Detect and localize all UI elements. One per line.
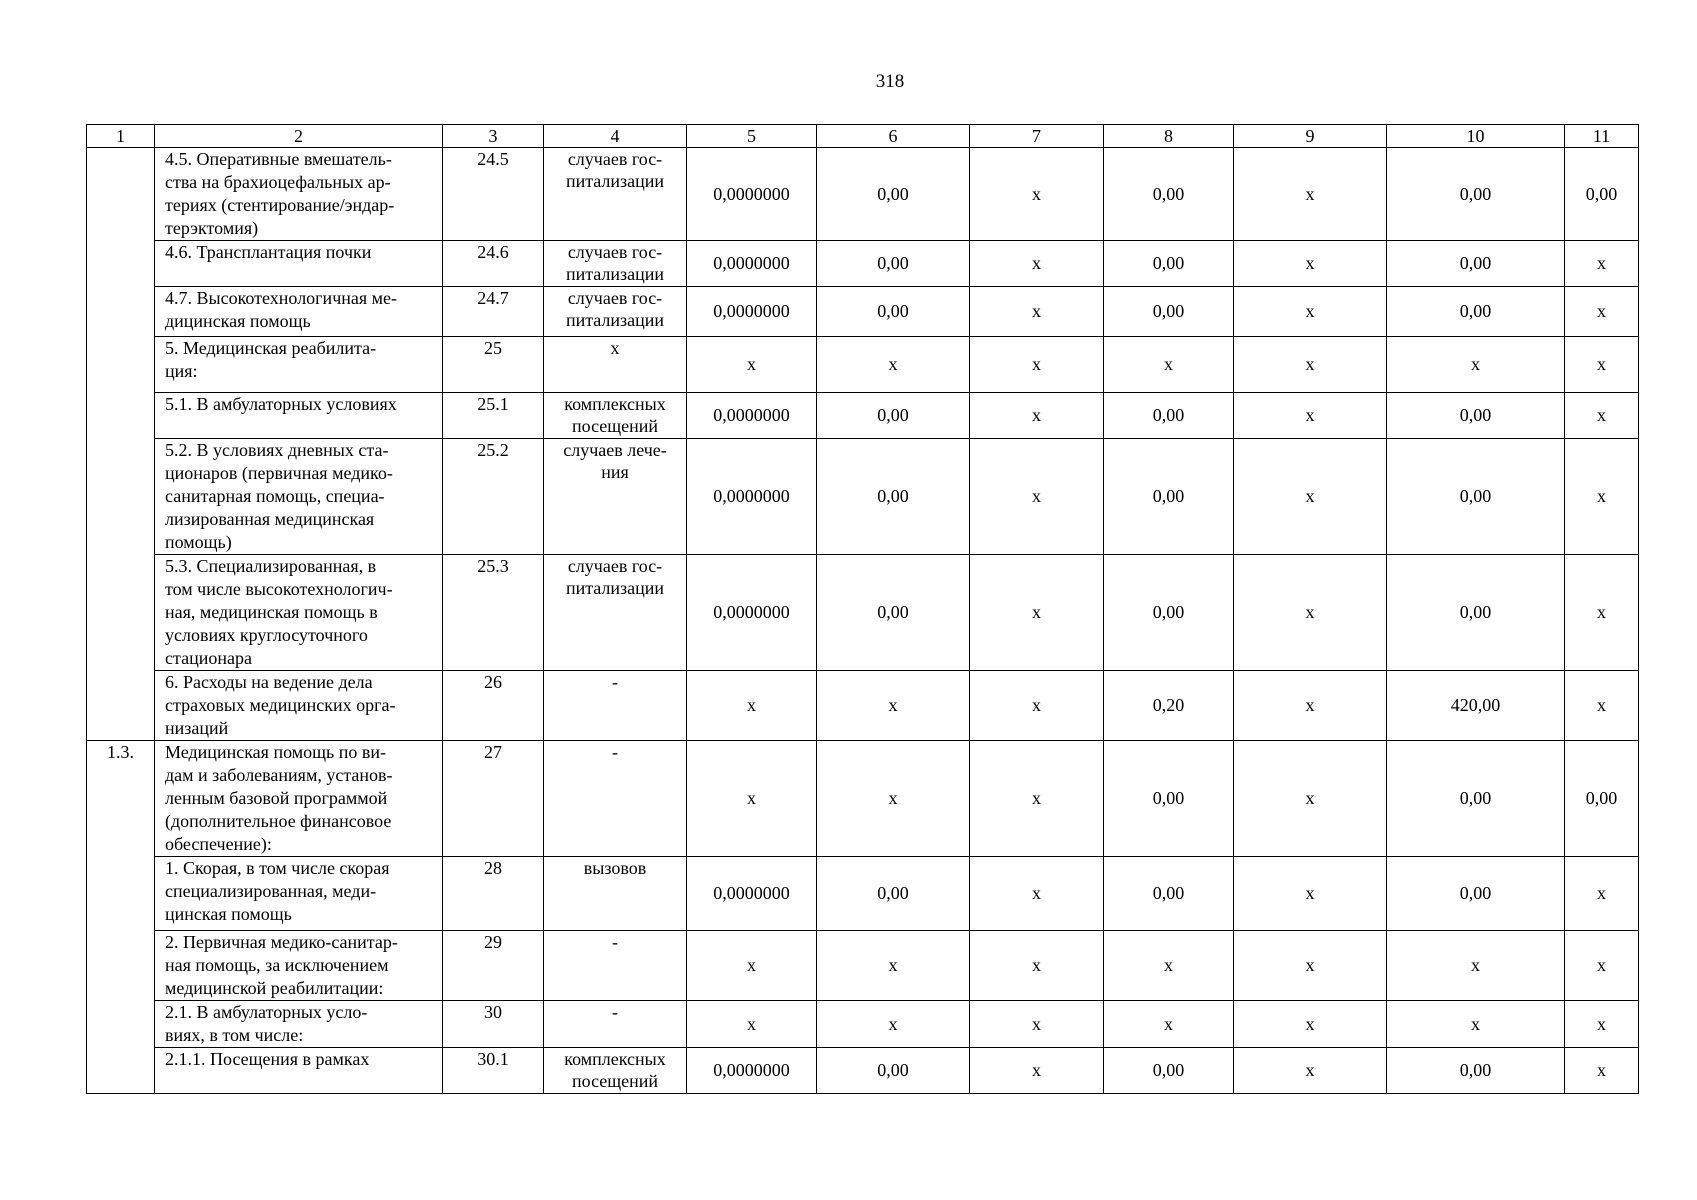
row-code-cell: 27 bbox=[443, 741, 544, 857]
row-code-cell: 30 bbox=[443, 1001, 544, 1048]
value-cell-col-6: x bbox=[817, 671, 970, 741]
value-cell-col-8: x bbox=[1104, 931, 1234, 1001]
value-cell-col-11: x bbox=[1565, 393, 1639, 439]
table-row bbox=[87, 857, 1639, 931]
value-cell-col-8: 0,00 bbox=[1104, 555, 1234, 671]
value-cell-col-5: x bbox=[687, 671, 817, 741]
value-cell-col-9: x bbox=[1234, 439, 1387, 555]
value-cell-col-9: x bbox=[1234, 1001, 1387, 1048]
value-cell-col-5: 0,0000000 bbox=[687, 1048, 817, 1094]
value-cell-col-8: 0,00 bbox=[1104, 741, 1234, 857]
value-cell-col-10: 0,00 bbox=[1387, 555, 1565, 671]
unit-cell: x bbox=[544, 337, 687, 393]
value-cell-col-5: x bbox=[687, 931, 817, 1001]
value-cell-col-8: 0,00 bbox=[1104, 393, 1234, 439]
value-cell-col-5: 0,0000000 bbox=[687, 857, 817, 931]
value-cell-col-5: x bbox=[687, 337, 817, 393]
column-number: 3 bbox=[443, 125, 544, 148]
row-code-cell: 28 bbox=[443, 857, 544, 931]
indicator-name-cell: 6. Расходы на ведение дела страховых медицинских орга- низаций bbox=[155, 671, 443, 741]
value-cell-col-5: x bbox=[687, 741, 817, 857]
value-cell-col-6: x bbox=[817, 931, 970, 1001]
table-row bbox=[87, 741, 1639, 857]
value-cell-col-7: x bbox=[970, 741, 1104, 857]
table-row bbox=[87, 1048, 1639, 1094]
value-cell-col-8: 0,00 bbox=[1104, 241, 1234, 287]
row-code-cell: 25.3 bbox=[443, 555, 544, 671]
value-cell-col-7: x bbox=[970, 148, 1104, 241]
indicator-name-cell: Медицинская помощь по ви- дам и заболеваниям, установ- ленным базовой программой (дополнительное финансовое обеспечение): bbox=[155, 741, 443, 857]
value-cell-col-7: x bbox=[970, 393, 1104, 439]
row-code-cell: 25.1 bbox=[443, 393, 544, 439]
column-number: 7 bbox=[970, 125, 1104, 148]
value-cell-col-10: x bbox=[1387, 337, 1565, 393]
column-number: 1 bbox=[87, 125, 155, 148]
table-row bbox=[87, 671, 1639, 741]
value-cell-col-9: x bbox=[1234, 741, 1387, 857]
table-row bbox=[87, 393, 1639, 439]
value-cell-col-11: x bbox=[1565, 931, 1639, 1001]
row-code-cell: 24.7 bbox=[443, 287, 544, 337]
value-cell-col-11: x bbox=[1565, 1001, 1639, 1048]
indicator-name-cell: 2.1.1. Посещения в рамках bbox=[155, 1048, 443, 1094]
value-cell-col-6: 0,00 bbox=[817, 393, 970, 439]
row-code-cell: 26 bbox=[443, 671, 544, 741]
value-cell-col-7: x bbox=[970, 337, 1104, 393]
value-cell-col-9: x bbox=[1234, 671, 1387, 741]
value-cell-col-10: 0,00 bbox=[1387, 241, 1565, 287]
value-cell-col-9: x bbox=[1234, 287, 1387, 337]
value-cell-col-10: 0,00 bbox=[1387, 741, 1565, 857]
unit-cell: случаев гос- питализации bbox=[544, 287, 687, 337]
value-cell-col-7: x bbox=[970, 287, 1104, 337]
column-number: 10 bbox=[1387, 125, 1565, 148]
value-cell-col-11: x bbox=[1565, 241, 1639, 287]
value-cell-col-7: x bbox=[970, 931, 1104, 1001]
value-cell-col-11: x bbox=[1565, 337, 1639, 393]
value-cell-col-10: 0,00 bbox=[1387, 393, 1565, 439]
value-cell-col-7: x bbox=[970, 241, 1104, 287]
value-cell-col-5: 0,0000000 bbox=[687, 148, 817, 241]
unit-cell: - bbox=[544, 1001, 687, 1048]
value-cell-col-11: x bbox=[1565, 857, 1639, 931]
value-cell-col-7: x bbox=[970, 857, 1104, 931]
column-number: 6 bbox=[817, 125, 970, 148]
column-number: 4 bbox=[544, 125, 687, 148]
value-cell-col-10: 420,00 bbox=[1387, 671, 1565, 741]
value-cell-col-11: x bbox=[1565, 555, 1639, 671]
value-cell-col-11: x bbox=[1565, 671, 1639, 741]
value-cell-col-11: 0,00 bbox=[1565, 741, 1639, 857]
indicator-name-cell: 4.7. Высокотехнологичная ме- дицинская помощь bbox=[155, 287, 443, 337]
value-cell-col-9: x bbox=[1234, 337, 1387, 393]
value-cell-col-5: 0,0000000 bbox=[687, 241, 817, 287]
indicator-name-cell: 4.5. Оперативные вмешатель- ства на брахиоцефальных ар- териях (стентирование/эндар- терэктомия) bbox=[155, 148, 443, 241]
value-cell-col-5: 0,0000000 bbox=[687, 287, 817, 337]
page-number: 318 bbox=[875, 71, 905, 92]
value-cell-col-7: x bbox=[970, 555, 1104, 671]
value-cell-col-8: x bbox=[1104, 337, 1234, 393]
value-cell-col-11: x bbox=[1565, 287, 1639, 337]
table-row bbox=[87, 931, 1639, 1001]
value-cell-col-9: x bbox=[1234, 393, 1387, 439]
value-cell-col-7: x bbox=[970, 1001, 1104, 1048]
value-cell-col-6: 0,00 bbox=[817, 857, 970, 931]
row-code-cell: 30.1 bbox=[443, 1048, 544, 1094]
section-number-cell: 1.3. bbox=[87, 741, 155, 1094]
row-code-cell: 25 bbox=[443, 337, 544, 393]
value-cell-col-6: 0,00 bbox=[817, 439, 970, 555]
unit-cell: случаев гос- питализации bbox=[544, 148, 687, 241]
indicator-name-cell: 5. Медицинская реабилита- ция: bbox=[155, 337, 443, 393]
indicator-name-cell: 1. Скорая, в том числе скорая специализированная, меди- цинская помощь bbox=[155, 857, 443, 931]
value-cell-col-6: x bbox=[817, 337, 970, 393]
value-cell-col-7: x bbox=[970, 1048, 1104, 1094]
column-number: 11 bbox=[1565, 125, 1639, 148]
value-cell-col-6: x bbox=[817, 741, 970, 857]
value-cell-col-5: x bbox=[687, 1001, 817, 1048]
value-cell-col-10: 0,00 bbox=[1387, 439, 1565, 555]
table-row bbox=[87, 337, 1639, 393]
value-cell-col-5: 0,0000000 bbox=[687, 439, 817, 555]
table-row bbox=[87, 1001, 1639, 1048]
row-code-cell: 25.2 bbox=[443, 439, 544, 555]
value-cell-col-10: x bbox=[1387, 1001, 1565, 1048]
value-cell-col-6: 0,00 bbox=[817, 148, 970, 241]
table-row bbox=[87, 555, 1639, 671]
value-cell-col-10: 0,00 bbox=[1387, 148, 1565, 241]
table-row bbox=[87, 439, 1639, 555]
value-cell-col-9: x bbox=[1234, 1048, 1387, 1094]
value-cell-col-8: 0,00 bbox=[1104, 1048, 1234, 1094]
table-row bbox=[87, 241, 1639, 287]
column-number: 8 bbox=[1104, 125, 1234, 148]
row-code-cell: 29 bbox=[443, 931, 544, 1001]
value-cell-col-10: x bbox=[1387, 931, 1565, 1001]
value-cell-col-11: 0,00 bbox=[1565, 148, 1639, 241]
section-number-cell bbox=[87, 148, 155, 741]
value-cell-col-6: 0,00 bbox=[817, 287, 970, 337]
value-cell-col-11: x bbox=[1565, 439, 1639, 555]
value-cell-col-7: x bbox=[970, 671, 1104, 741]
column-number: 2 bbox=[155, 125, 443, 148]
indicator-name-cell: 5.2. В условиях дневных ста- ционаров (первичная медико- санитарная помощь, специа- лизированная медицинская помощь) bbox=[155, 439, 443, 555]
unit-cell: - bbox=[544, 671, 687, 741]
unit-cell: случаев гос- питализации bbox=[544, 555, 687, 671]
value-cell-col-9: x bbox=[1234, 555, 1387, 671]
indicator-name-cell: 5.1. В амбулаторных условиях bbox=[155, 393, 443, 439]
value-cell-col-8: x bbox=[1104, 1001, 1234, 1048]
value-cell-col-9: x bbox=[1234, 857, 1387, 931]
value-cell-col-6: 0,00 bbox=[817, 1048, 970, 1094]
value-cell-col-8: 0,00 bbox=[1104, 287, 1234, 337]
value-cell-col-8: 0,00 bbox=[1104, 857, 1234, 931]
unit-cell: комплексных посещений bbox=[544, 1048, 687, 1094]
row-code-cell: 24.5 bbox=[443, 148, 544, 241]
indicator-name-cell: 2.1. В амбулаторных усло- виях, в том числе: bbox=[155, 1001, 443, 1048]
value-cell-col-7: x bbox=[970, 439, 1104, 555]
indicator-name-cell: 4.6. Трансплантация почки bbox=[155, 241, 443, 287]
unit-cell: случаев лече- ния bbox=[544, 439, 687, 555]
value-cell-col-6: 0,00 bbox=[817, 555, 970, 671]
column-number: 9 bbox=[1234, 125, 1387, 148]
row-code-cell: 24.6 bbox=[443, 241, 544, 287]
value-cell-col-8: 0,20 bbox=[1104, 671, 1234, 741]
value-cell-col-8: 0,00 bbox=[1104, 439, 1234, 555]
value-cell-col-5: 0,0000000 bbox=[687, 393, 817, 439]
value-cell-col-6: x bbox=[817, 1001, 970, 1048]
value-cell-col-11: x bbox=[1565, 1048, 1639, 1094]
value-cell-col-10: 0,00 bbox=[1387, 857, 1565, 931]
value-cell-col-9: x bbox=[1234, 931, 1387, 1001]
indicator-name-cell: 5.3. Специализированная, в том числе высокотехнологич- ная, медицинская помощь в условиях круглосуточного стационара bbox=[155, 555, 443, 671]
table-row bbox=[87, 148, 1639, 241]
value-cell-col-10: 0,00 bbox=[1387, 287, 1565, 337]
column-number-row bbox=[87, 125, 1639, 148]
value-cell-col-9: x bbox=[1234, 148, 1387, 241]
unit-cell: - bbox=[544, 931, 687, 1001]
value-cell-col-8: 0,00 bbox=[1104, 148, 1234, 241]
indicator-name-cell: 2. Первичная медико-санитар- ная помощь, за исключением медицинской реабилитации: bbox=[155, 931, 443, 1001]
unit-cell: вызовов bbox=[544, 857, 687, 931]
unit-cell: комплексных посещений bbox=[544, 393, 687, 439]
table-row bbox=[87, 287, 1639, 337]
value-cell-col-9: x bbox=[1234, 241, 1387, 287]
value-cell-col-6: 0,00 bbox=[817, 241, 970, 287]
value-cell-col-10: 0,00 bbox=[1387, 1048, 1565, 1094]
unit-cell: - bbox=[544, 741, 687, 857]
data-table bbox=[86, 124, 1639, 1094]
unit-cell: случаев гос- питализации bbox=[544, 241, 687, 287]
value-cell-col-5: 0,0000000 bbox=[687, 555, 817, 671]
column-number: 5 bbox=[687, 125, 817, 148]
